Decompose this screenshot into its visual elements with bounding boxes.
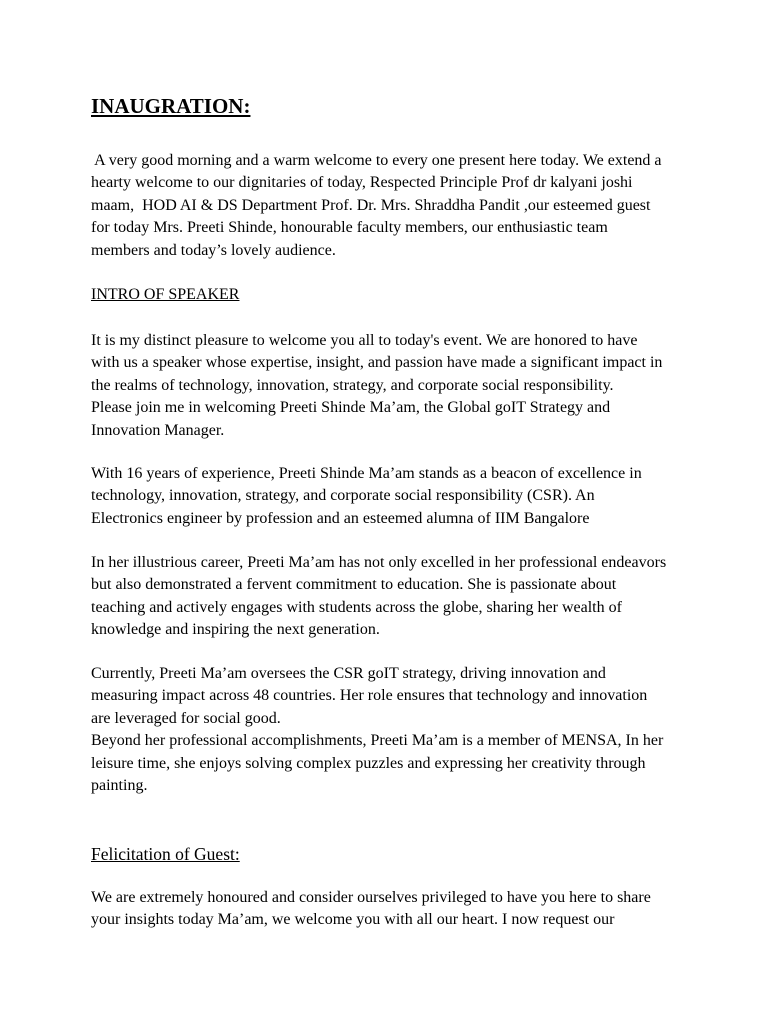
intro-paragraph-2	[91, 463, 691, 530]
welcome-paragraph	[91, 150, 691, 262]
welcome-line: for today Mrs. Preeti Shinde, honourable faculty members, our enthusiastic team	[91, 219, 608, 237]
welcome-line: members and today’s lovely audience.	[91, 241, 336, 259]
felicitation-paragraph	[91, 887, 691, 932]
intro-line: With 16 years of experience, Preeti Shinde Ma’am stands as a beacon of excellence in	[91, 465, 642, 482]
intro-line: technology, innovation, strategy, and corporate social responsibility (CSR). An	[91, 487, 595, 505]
intro-paragraph-3	[91, 552, 691, 642]
intro-line: Innovation Manager.	[91, 421, 225, 439]
felicitation-line: your insights today Ma’am, we welcome you with all our heart. I now request our	[91, 911, 615, 929]
intro-paragraph-1	[91, 330, 691, 442]
intro-line: leisure time, she enjoys solving complex puzzles and expressing her creativity through	[91, 754, 646, 772]
intro-line: Please join me in welcoming Preeti Shinde Ma’am, the Global goIT Strategy and	[91, 399, 611, 417]
intro-paragraph-4	[91, 663, 691, 797]
felicitation-heading: Felicitation of Guest:	[91, 844, 240, 864]
intro-line: Currently, Preeti Ma’am oversees the CSR goIT strategy, driving innovation and	[91, 665, 606, 682]
intro-line: Electronics engineer by profession and an esteemed alumna of IIM Bangalore	[91, 509, 590, 527]
welcome-line: A very good morning and a warm welcome to every one present here today. We extend a	[91, 152, 662, 169]
intro-line: Beyond her professional accomplishments, Preeti Ma’am is a member of MENSA, In her	[91, 732, 664, 750]
intro-line: teaching and actively engages with students across the globe, sharing her wealth of	[91, 598, 622, 616]
felicitation-line: We are extremely honoured and consider ourselves privileged to have you here to share	[91, 889, 651, 906]
welcome-line: hearty welcome to our dignitaries of today, Respected Principle Prof dr kalyani joshi	[91, 174, 633, 192]
inauguration-heading: INAUGRATION:	[91, 94, 251, 118]
welcome-line: maam, HOD AI & DS Department Prof. Dr. Mrs. Shraddha Pandit ,our esteemed guest	[91, 196, 651, 214]
intro-line: knowledge and inspiring the next generation.	[91, 621, 380, 639]
intro-line: measuring impact across 48 countries. Her role ensures that technology and innovation	[91, 687, 648, 705]
intro-line: In her illustrious career, Preeti Ma’am has not only excelled in her professional endeavors	[91, 554, 667, 571]
intro-speaker-heading: INTRO OF SPEAKER	[91, 286, 240, 303]
intro-line: with us a speaker whose expertise, insight, and passion have made a significant impact in	[91, 354, 663, 372]
intro-line: the realms of technology, innovation, strategy, and corporate social responsibility.	[91, 376, 614, 394]
intro-line: painting.	[91, 777, 148, 795]
intro-line: but also demonstrated a fervent commitment to education. She is passionate about	[91, 576, 617, 594]
intro-line: It is my distinct pleasure to welcome you all to today's event. We are honored to have	[91, 332, 638, 349]
intro-line: are leveraged for social good.	[91, 709, 281, 727]
